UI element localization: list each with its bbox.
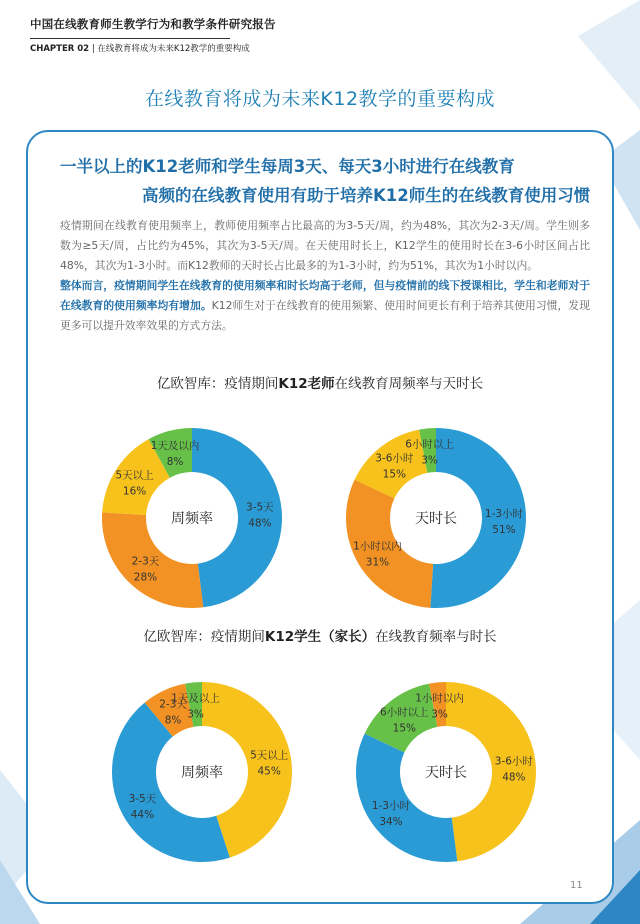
headline-1: 一半以上的K12老师和学生每周3天、每天3小时进行在线教育 <box>60 157 515 176</box>
teacher-duration-donut <box>336 418 536 618</box>
teacher-title-prefix: 亿欧智库：疫情期间 <box>156 376 279 392</box>
slice-label: 1小时以内 <box>353 540 402 553</box>
slice-label: 1-3小时 <box>371 799 411 812</box>
slice-label: 2-3天 <box>131 555 160 568</box>
slice-label: 2-3天 <box>159 698 187 711</box>
page-number: 11 <box>570 880 583 891</box>
chapter-label: CHAPTER 02 <box>30 44 90 54</box>
slice-value-label: 3% <box>431 708 448 721</box>
slice-label: 6小时以上 <box>405 438 454 451</box>
header-divider <box>30 38 230 39</box>
slice-label: 3-5天 <box>128 792 157 805</box>
student-title-suffix: 在线教育频率与时长 <box>375 629 497 645</box>
paragraph-2-rest: K12师生对于在线教育的使用频繁、使用时间更长有利于培养其使用习惯，发现更多可以提升效率效果的方式方法。 <box>60 299 590 332</box>
slice-label: 1-3小时 <box>484 508 524 521</box>
chapter-separator: | <box>91 44 95 54</box>
donut-center-label: 周频率 <box>171 511 213 527</box>
slice-value-label: 48% <box>248 517 272 530</box>
slice-value-label: 15% <box>392 722 416 735</box>
donut-slice <box>356 734 457 862</box>
paragraph-2-emphasis: 整体而言，疫情期间学生在线教育的使用频率和时长均高于老师，但与疫情前的线下授课相比，学生和老师对于在线教育的使用频率均有增加。 <box>60 279 590 312</box>
student-duration-donut <box>346 672 546 872</box>
paragraph-2 <box>60 276 590 336</box>
donut-center-label: 天时长 <box>415 511 457 527</box>
slice-label: 5天以上 <box>115 469 154 482</box>
slice-value-label: 34% <box>379 815 403 828</box>
slice-label: 3-6小时 <box>494 755 533 768</box>
slice-label: 1天及以内 <box>150 440 200 453</box>
teacher-charts-title <box>0 372 640 392</box>
slice-value-label: 3% <box>421 454 438 467</box>
slice-value-label: 48% <box>502 771 526 784</box>
student-charts-title <box>0 625 640 645</box>
slice-value-label: 45% <box>257 765 281 778</box>
chapter-line <box>30 42 276 54</box>
slice-value-label: 8% <box>164 714 182 727</box>
chapter-title: 在线教育将成为未来K12教学的重要构成 <box>97 44 250 54</box>
donut-center-label: 天时长 <box>425 765 467 781</box>
slice-value-label: 28% <box>133 571 158 584</box>
headline-2: 高频的在线教育使用有助于培养K12师生的在线教育使用习惯 <box>142 186 591 205</box>
slice-label: 3-6小时 <box>375 452 414 465</box>
slice-value-label: 3% <box>187 708 204 721</box>
page-title: 在线教育将成为未来K12教学的重要构成 <box>144 88 496 110</box>
slice-value-label: 44% <box>130 808 155 821</box>
report-header <box>30 16 276 54</box>
teacher-title-bold: K12老师 <box>278 376 335 392</box>
donut-center-label: 周频率 <box>181 765 223 781</box>
paragraph-1: 疫情期间在线教育使用频率上，教师使用频率占比最高的为3-5天/周，约为48%，其次为2-3天/周。学生则多数为≥5天/周，占比约为45%，其次为3-5天/周。在天使用时长上，K12学生的使用时长在3-6小时区间占比48%，其次为1-3小时。而K12教师的天时长占比最多的为1-3小时，约为51%，其次为1小时以内。 <box>60 219 590 272</box>
student-title-bold: K12学生（家长） <box>264 629 376 645</box>
slice-value-label: 16% <box>122 485 147 498</box>
teacher-frequency-donut <box>92 418 292 618</box>
slice-value-label: 15% <box>382 468 406 481</box>
slice-value-label: 31% <box>365 556 390 569</box>
teacher-title-suffix: 在线教育周频率与天时长 <box>334 376 484 392</box>
slice-label: 6小时以上 <box>379 706 429 719</box>
slice-label: 3-5天 <box>246 501 274 514</box>
body-text <box>60 216 590 336</box>
student-frequency-donut <box>102 672 302 872</box>
slice-label: 1天及以上 <box>171 692 220 705</box>
report-title: 中国在线教育师生教学行为和教学条件研究报告 <box>30 17 276 31</box>
student-title-prefix: 亿欧智库：疫情期间 <box>143 629 265 645</box>
slice-value-label: 51% <box>492 524 516 537</box>
slice-label: 5天以上 <box>250 749 289 762</box>
slice-label: 1小时以内 <box>415 692 464 705</box>
slice-value-label: 8% <box>166 456 184 469</box>
